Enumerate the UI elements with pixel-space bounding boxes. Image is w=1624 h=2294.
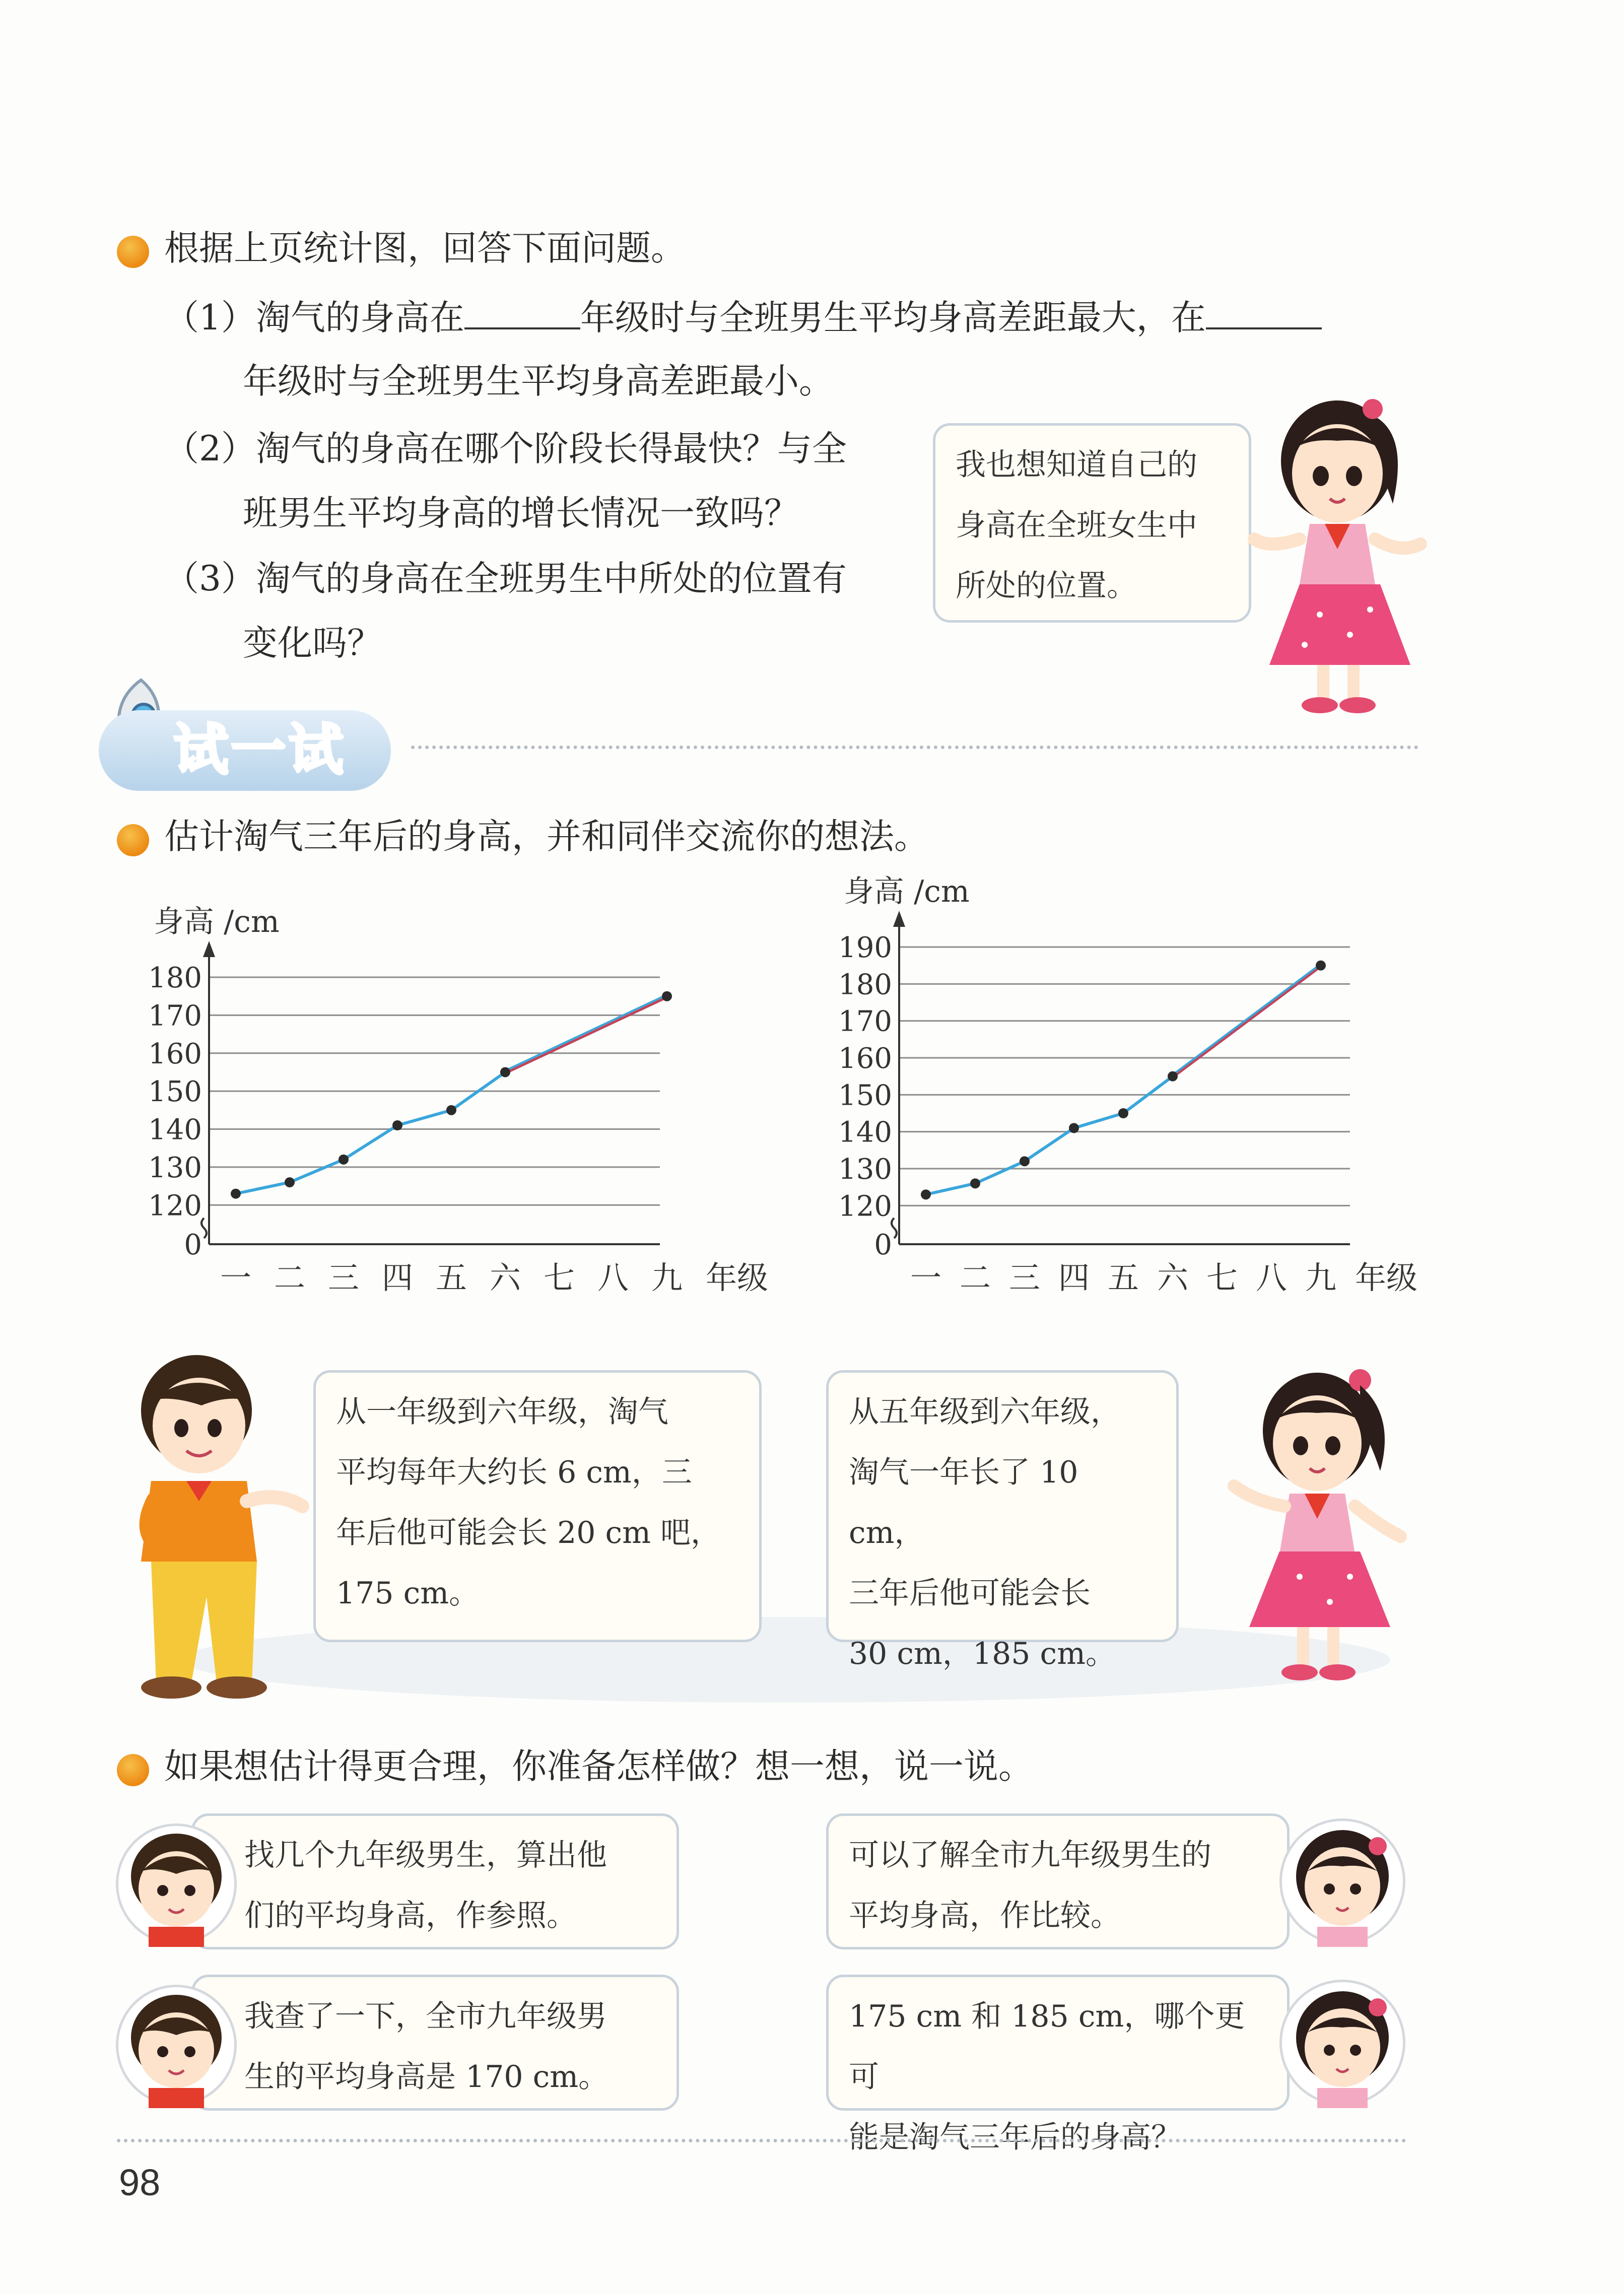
extrapolation-line [1173,967,1321,1077]
data-point [970,1178,980,1188]
y-tick-label: 190 [838,931,892,964]
x-axis-label: 年级 [1355,1259,1418,1296]
girl-illustration-mid [1224,1350,1415,1693]
data-point [500,1067,510,1077]
x-tick-label: 九 [651,1259,683,1296]
section-divider [411,746,1418,749]
y-tick-label: 130 [148,1151,202,1184]
y-tick-label: 0 [184,1229,202,1261]
y-tick-label: 150 [148,1075,202,1109]
y-tick-label: 120 [148,1189,202,1223]
question-1-part-a: （1）淘气的身高在 [164,298,464,338]
data-point [392,1120,402,1130]
x-tick-label: 七 [1206,1259,1238,1296]
x-tick-label: 二 [959,1259,991,1296]
data-point [921,1189,931,1199]
x-tick-label: 二 [274,1259,306,1296]
extrapolation-line-blue [505,995,667,1071]
x-tick-label: 六 [489,1259,521,1296]
question-2-line-2: 班男生平均身高的增长情况一致吗？ [243,493,799,533]
data-point [446,1105,456,1115]
x-tick-label: 三 [1008,1259,1041,1296]
question-3-line-2: 变化吗？ [243,623,382,663]
y-axis-label: 身高 /cm [154,904,280,939]
data-point [231,1189,241,1199]
data-point [285,1177,295,1187]
y-tick-label: 180 [838,968,892,1001]
x-tick-label: 一 [220,1259,252,1296]
y-tick-label: 150 [838,1079,892,1112]
question-1-line-2: 年级时与全班男生平均身高差距最小。 [243,361,834,401]
x-tick-label: 六 [1157,1259,1189,1296]
height-chart-left [146,897,769,1310]
extrapolation-line [505,997,667,1073]
y-tick-label: 130 [838,1153,892,1186]
question-3-line-1: （3）淘气的身高在全班男生中所处的位置有 [164,559,847,599]
boy-avatar-2 [116,1985,237,2106]
orange-bullet-icon [117,236,149,268]
data-point [339,1155,349,1165]
girl-speech-bubble-mid: 从五年级到六年级， 淘气一年长了 10 cm， 三年后他可能会长 30 cm，185 cm。 [826,1370,1179,1642]
reasoning-intro: 如果想估计得更合理，你准备怎样做？想一想，说一说。 [164,1746,1033,1787]
question-2-line-1: （2）淘气的身高在哪个阶段长得最快？与全 [164,429,847,469]
axis-break [892,1218,897,1238]
girl-speech-bubble-top: 我也想知道自己的 身高在全班女生中 所处的位置。 [933,423,1251,623]
y-tick-label: 0 [874,1229,892,1261]
try-banner-title: 试一试 [174,719,347,782]
girl-avatar-2 [1279,1980,1405,2106]
x-tick-label: 四 [1058,1259,1090,1296]
y-tick-label: 170 [148,999,202,1033]
data-point [1020,1156,1030,1166]
boy-avatar-1 [116,1824,237,1944]
y-axis-label: 身高 /cm [844,874,970,909]
x-tick-label: 九 [1305,1259,1337,1296]
height-chart-right [836,861,1466,1310]
orange-bullet-icon-3 [117,1754,149,1786]
data-point [1316,961,1326,971]
x-tick-label: 八 [1255,1259,1288,1296]
x-tick-label: 五 [1107,1259,1139,1296]
question-intro: 根据上页统计图，回答下面问题。 [164,228,686,268]
y-tick-label: 160 [148,1037,202,1070]
x-tick-label: 四 [381,1259,414,1296]
boy-illustration [116,1340,307,1703]
y-tick-label: 180 [148,962,202,994]
data-point [1118,1108,1128,1118]
x-tick-label: 三 [327,1259,360,1296]
bubble-boy-2: 我查了一下，全市九年级男 生的平均身高是 170 cm。 [191,1975,679,2111]
x-tick-label: 八 [597,1259,629,1296]
page-number: 98 [119,2162,161,2203]
y-tick-label: 140 [148,1113,202,1146]
y-axis-arrow [203,941,215,957]
bubble-girl-1: 可以了解全市九年级男生的 平均身高，作比较。 [826,1813,1290,1949]
orange-bullet-icon-2 [117,824,149,856]
answer-blank-2[interactable] [1206,297,1322,329]
data-point [1168,1071,1178,1082]
x-tick-label: 一 [910,1259,942,1296]
girl-illustration [1249,373,1431,725]
x-axis-label: 年级 [706,1259,769,1296]
boy-speech-bubble: 从一年级到六年级，淘气 平均每年大约长 6 cm，三 年后他可能会长 20 cm 吧， 175 cm。 [313,1370,762,1642]
bubble-boy-1: 找几个九年级男生，算出他 们的平均身高，作参照。 [191,1813,679,1949]
axis-break [201,1218,207,1238]
estimate-intro: 估计淘气三年后的身高，并和同伴交流你的想法。 [164,817,929,857]
data-point [662,991,672,1001]
y-tick-label: 120 [838,1190,892,1223]
question-1-line-1 [164,297,1322,339]
y-tick-label: 170 [838,1005,892,1038]
y-tick-label: 140 [838,1116,892,1149]
bubble-girl-2: 175 cm 和 185 cm，哪个更可 能是淘气三年后的身高？ [826,1975,1290,2111]
y-tick-label: 160 [838,1042,892,1075]
bottom-divider [117,2139,1406,2142]
x-tick-label: 五 [435,1259,467,1296]
y-axis-arrow [893,911,905,927]
data-point [1069,1123,1079,1133]
girl-avatar-1 [1279,1818,1405,1944]
answer-blank-1[interactable] [464,297,580,329]
x-tick-label: 七 [543,1259,575,1296]
question-1-part-b: 年级时与全班男生平均身高差距最大，在 [580,298,1206,338]
series-line [236,1072,505,1193]
